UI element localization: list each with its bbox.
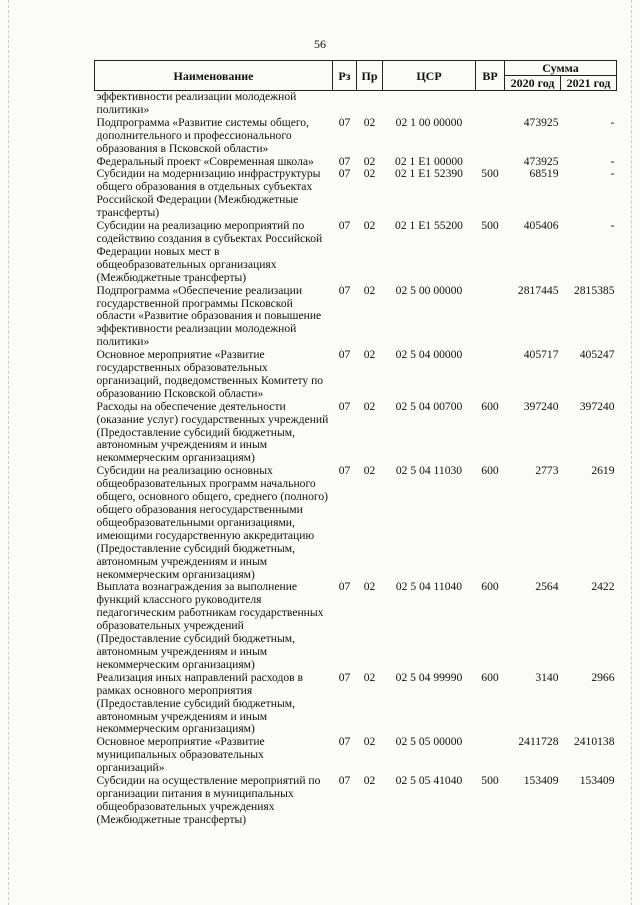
row-rz-cell: 07 — [338, 348, 351, 362]
table-row — [95, 736, 617, 775]
table-row — [95, 672, 617, 737]
row-rz-cell: 07 — [338, 735, 351, 749]
row-vr-cell: 600 — [481, 670, 499, 684]
row-amount-2020-cell: 68519 — [529, 167, 559, 181]
row-vr-cell: 500 — [481, 219, 499, 233]
row-csr-cell: 02 5 04 00700 — [395, 399, 463, 413]
header-year-2021: 2021 год — [561, 76, 617, 91]
row-pr-cell: 02 — [363, 580, 376, 594]
table-row — [95, 401, 617, 466]
row-amount-2020-cell — [505, 91, 561, 117]
page-edge-right — [631, 0, 632, 905]
row-csr-cell: 02 1 E1 00000 — [395, 154, 463, 168]
row-amount-2020-cell: 2411728 — [518, 735, 559, 749]
row-csr-cell: 02 5 05 00000 — [395, 735, 463, 749]
row-vr-cell — [476, 117, 505, 156]
table-row — [95, 285, 617, 350]
row-vr-cell — [476, 349, 505, 401]
row-vr-cell — [476, 91, 505, 117]
header-year-2020: 2020 год — [505, 76, 561, 91]
row-csr-cell — [383, 91, 476, 117]
row-csr-cell: 02 5 05 41040 — [395, 774, 463, 788]
row-pr-cell — [357, 91, 383, 117]
row-vr-cell — [476, 285, 505, 350]
row-amount-2020-cell: 473925 — [523, 154, 559, 168]
row-csr-cell: 02 5 00 00000 — [395, 283, 463, 297]
row-rz-cell: 07 — [338, 580, 351, 594]
header-vr: ВР — [476, 61, 505, 91]
row-rz-cell: 07 — [338, 399, 351, 413]
row-name-cell: Субсидии на осуществление мероприятий по организации питания в муниципальных общеобразовательных учреждениях (Межбюджетные трансферты) — [96, 774, 321, 826]
header-sum: Сумма — [505, 61, 617, 76]
row-pr-cell: 02 — [363, 348, 376, 362]
row-name-cell: Реализация иных направлений расходов в рамках основного мероприятия (Предоставление субсидий бюджетным, автономным учреждениям и иным некоммерческим организациям) — [96, 670, 303, 736]
row-rz-cell — [333, 91, 357, 117]
row-amount-2021-cell: 2966 — [591, 670, 615, 684]
row-pr-cell: 02 — [363, 219, 376, 233]
row-name-cell: эффективности реализации молодежной политики» — [96, 90, 297, 116]
row-csr-cell: 02 1 00 00000 — [395, 115, 463, 129]
row-amount-2021-cell: - — [610, 219, 615, 233]
row-csr-cell: 02 5 04 99990 — [395, 670, 463, 684]
row-csr-cell: 02 5 04 11030 — [395, 464, 463, 478]
row-name-cell: Расходы на обеспечение деятельности (оказание услуг) государственных учреждений (Предоставление субсидий бюджетным, автономным учреждениям и иным некоммерческим организациям) — [96, 399, 329, 465]
row-pr-cell: 02 — [363, 115, 376, 129]
row-amount-2021-cell: 153409 — [579, 774, 615, 788]
table-body — [95, 91, 617, 827]
row-name-cell: Субсидии на реализацию основных общеобразовательных программ начального общего, основного общего, среднего (полного) общего образования негосударственными общеобразовательными организациями, имеющими государственную аккредитацию (Предоставление субсидий бюджетным, автономным учреждениям и иным некоммерческим организациям) — [96, 464, 328, 581]
row-amount-2020-cell: 405717 — [523, 348, 559, 362]
row-name-cell: Подпрограмма «Обеспечение реализации государственной программы Псковской области «Развитие образования и повышение эффективности реализации молодежной политики» — [96, 283, 322, 349]
row-amount-2021-cell: - — [610, 167, 615, 181]
row-name-cell: Выплата вознаграждения за выполнение функций классного руководителя педагогическим работникам государственных образовательных учреждений (Предоставление субсидий бюджетным, автономным учреждениям и иным некоммерческим организациям) — [96, 580, 324, 671]
row-rz-cell: 07 — [338, 219, 351, 233]
page-edge-left — [8, 0, 9, 905]
row-pr-cell: 02 — [363, 167, 376, 181]
budget-table — [94, 60, 617, 827]
page-number: 56 — [314, 37, 326, 51]
row-amount-2020-cell: 2817445 — [517, 283, 559, 297]
row-vr-cell: 600 — [481, 464, 499, 478]
row-name-cell: Основное мероприятие «Развитие государственных образовательных организаций, подведомственных Комитету по образованию Псковской области» — [96, 348, 324, 400]
row-amount-2020-cell: 2564 — [535, 580, 559, 594]
row-name-cell: Субсидии на реализацию мероприятий по содействию создания в субъектах Российской Федерации новых мест в общеобразовательных организациях (Межбюджетные трансферты) — [96, 219, 323, 284]
row-csr-cell: 02 5 04 00000 — [395, 348, 463, 362]
row-amount-2021-cell: 2815385 — [573, 283, 615, 297]
row-rz-cell: 07 — [338, 115, 351, 129]
table-row — [95, 465, 617, 581]
row-amount-2020-cell: 473925 — [523, 115, 559, 129]
row-amount-2021-cell: - — [610, 154, 615, 168]
row-rz-cell: 07 — [338, 283, 351, 297]
row-amount-2020-cell: 2773 — [535, 464, 559, 478]
header-name: Наименование — [95, 61, 333, 91]
row-amount-2020-cell: 397240 — [523, 399, 559, 413]
table-row — [95, 220, 617, 285]
table-row — [95, 168, 617, 220]
row-vr-cell: 500 — [481, 774, 499, 788]
row-rz-cell: 07 — [338, 464, 351, 478]
row-pr-cell: 02 — [363, 464, 376, 478]
row-rz-cell: 07 — [338, 670, 351, 684]
row-amount-2021-cell: 2619 — [591, 464, 615, 478]
row-name-cell: Субсидии на модернизацию инфраструктуры общего образования в отдельных субъектах Российской Федерации (Межбюджетные трансферты) — [96, 167, 321, 220]
row-csr-cell: 02 1 E1 52390 — [395, 167, 463, 181]
header-csr: ЦСР — [383, 61, 476, 91]
row-amount-2020-cell: 405406 — [523, 219, 559, 233]
row-csr-cell: 02 1 E1 55200 — [395, 219, 463, 233]
row-pr-cell: 02 — [363, 774, 376, 788]
row-vr-cell — [476, 736, 505, 775]
row-pr-cell: 02 — [363, 399, 376, 413]
row-name-cell: Основное мероприятие «Развитие муниципальных образовательных организаций» — [96, 735, 265, 775]
row-amount-2020-cell: 153409 — [523, 774, 559, 788]
row-vr-cell: 600 — [481, 580, 499, 594]
table-row — [95, 349, 617, 401]
row-rz-cell: 07 — [338, 774, 351, 788]
row-amount-2021-cell: 2422 — [591, 580, 615, 594]
row-amount-2020-cell: 3140 — [535, 670, 559, 684]
row-amount-2021-cell: 405247 — [579, 348, 615, 362]
row-name-cell: Подпрограмма «Развитие системы общего, дополнительного и профессионального образования в Псковской области» — [96, 115, 309, 155]
row-vr-cell: 600 — [481, 399, 499, 413]
row-amount-2021-cell: - — [610, 115, 615, 129]
row-amount-2021-cell: 2410138 — [573, 735, 615, 749]
row-rz-cell: 07 — [338, 154, 351, 168]
header-rz: Рз — [333, 61, 357, 91]
row-amount-2021-cell — [561, 91, 617, 117]
row-vr-cell: 500 — [481, 167, 499, 181]
row-pr-cell: 02 — [363, 735, 376, 749]
row-pr-cell: 02 — [363, 670, 376, 684]
row-amount-2021-cell: 397240 — [579, 399, 615, 413]
row-pr-cell: 02 — [363, 154, 376, 168]
table-header — [95, 61, 617, 91]
table-row — [95, 91, 617, 117]
row-pr-cell: 02 — [363, 283, 376, 297]
table-row — [95, 775, 617, 827]
header-pr: Пр — [357, 61, 383, 91]
row-rz-cell: 07 — [338, 167, 351, 181]
row-name-cell: Федеральный проект «Современная школа» — [96, 154, 314, 168]
row-csr-cell: 02 5 04 11040 — [395, 580, 463, 594]
table-row — [95, 117, 617, 156]
table-row — [95, 581, 617, 671]
